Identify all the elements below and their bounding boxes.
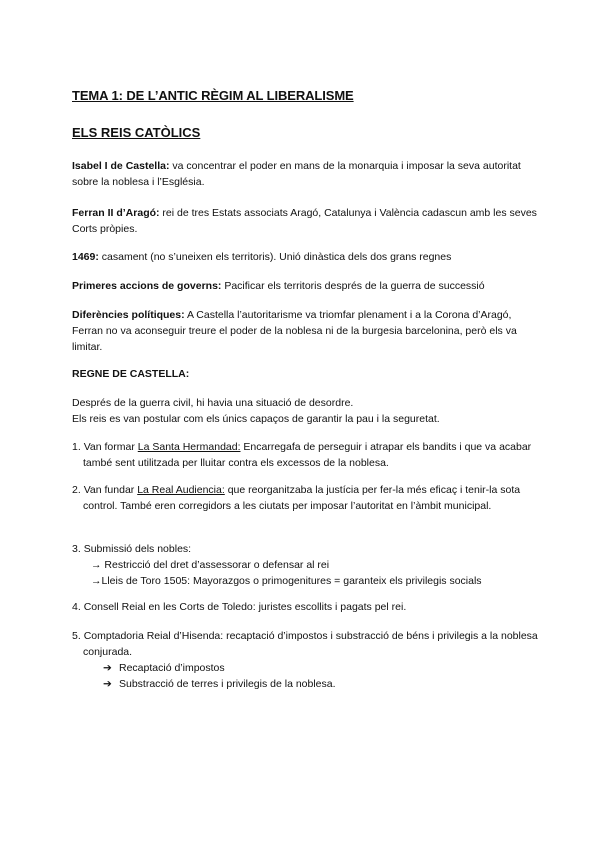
list-number: 2. xyxy=(72,484,81,496)
item-text: Van formar xyxy=(83,441,138,453)
item-text: Van fundar xyxy=(83,484,138,496)
paragraph-intro xyxy=(72,395,542,427)
list-number: 4. xyxy=(72,601,81,613)
paragraph-ferran xyxy=(72,205,542,237)
item-text: Encarregafa de perseguir i atrapar els bandits i que va acabar també sent utilitzada per lluitar contra els excessos de la noblesa. xyxy=(83,441,532,469)
isabel-text: va concentrar el poder en mans de la monarquia i imposar la seva autoritat sobre la noblesa i l’Església. xyxy=(72,160,521,188)
ferran-label: Ferran II d’Aragó: xyxy=(72,207,160,219)
list-item-1 xyxy=(72,439,553,471)
bullet-text: Recaptació d’impostos xyxy=(119,662,225,674)
item-text: Comptadoria Reial d’Hisenda: recaptació d’impostos i substracció de béns i privilegis a la noblesa conjurada. xyxy=(83,630,538,658)
section-heading-regne-castella: REGNE DE CASTELLA: xyxy=(72,368,190,380)
item-text: Submissió dels nobles: xyxy=(83,543,192,555)
intro-line-1: Després de la guerra civil, hi havia una situació de desordre. xyxy=(72,397,354,409)
document-title: TEMA 1: DE L’ANTIC RÈGIM AL LIBERALISME xyxy=(72,88,354,103)
item-text: que reorganitzaba la justícia per fer-la més eficaç i tenir-la sota control. També eren corregidors a les ciutats per imposar l’autoritat en l’àmbit municipal. xyxy=(83,484,521,512)
item-underlined-term: La Santa Hermandad: xyxy=(137,441,241,453)
bullet-item xyxy=(83,660,553,676)
paragraph-isabel xyxy=(72,158,542,190)
arrow-bullet-icon: ➔ xyxy=(103,662,112,674)
primeres-label: Primeres accions de governs: xyxy=(72,280,222,292)
sub-item: → Restricció del dret d’assessorar o defensar al rei xyxy=(91,559,330,571)
arrow-bullet-icon: ➔ xyxy=(103,678,112,690)
list-item-3 xyxy=(72,541,553,589)
ferran-text: rei de tres Estats associats Aragó, Catalunya i València cadascun amb les seves Corts pròpies. xyxy=(72,207,537,235)
diferencies-text: A Castella l’autoritarisme va triomfar plenament i a la Corona d’Aragó, Ferran no va aconseguir treure el poder de la noblesa ni de la burgesia barcelonina, però els va limitar. xyxy=(72,309,517,353)
y1469-label: 1469: xyxy=(72,251,99,263)
list-item-2 xyxy=(72,482,553,514)
item-text: Consell Reial en les Corts de Toledo: juristes escollits i pagats pel rei. xyxy=(83,601,407,613)
paragraph-diferencies xyxy=(72,307,542,355)
item-underlined-term: La Real Audiencia: xyxy=(137,484,225,496)
diferencies-label: Diferències polítiques: xyxy=(72,309,185,321)
list-item-4 xyxy=(72,599,553,615)
paragraph-1469 xyxy=(72,249,542,265)
y1469-text: casament (no s’uneixen els territoris). Unió dinàstica dels dos grans regnes xyxy=(98,251,452,263)
primeres-text: Pacificar els territoris després de la guerra de successió xyxy=(221,280,485,292)
list-number: 1. xyxy=(72,441,81,453)
paragraph-primeres-accions xyxy=(72,278,542,294)
list-number: 3. xyxy=(72,543,81,555)
bullet-item xyxy=(83,676,553,692)
list-number: 5. xyxy=(72,630,81,642)
isabel-label: Isabel I de Castella: xyxy=(72,160,170,172)
sub-item: →Lleis de Toro 1505: Mayorazgos o primogenitures = garanteix els privilegis socials xyxy=(91,575,482,587)
bullet-text: Substracció de terres i privilegis de la noblesa. xyxy=(119,678,336,690)
section-heading-reis-catolics: ELS REIS CATÒLICS xyxy=(72,125,201,140)
list-item-5 xyxy=(72,628,553,692)
intro-line-2: Els reis es van postular com els únics capaços de garantir la pau i la seguretat. xyxy=(72,413,440,425)
